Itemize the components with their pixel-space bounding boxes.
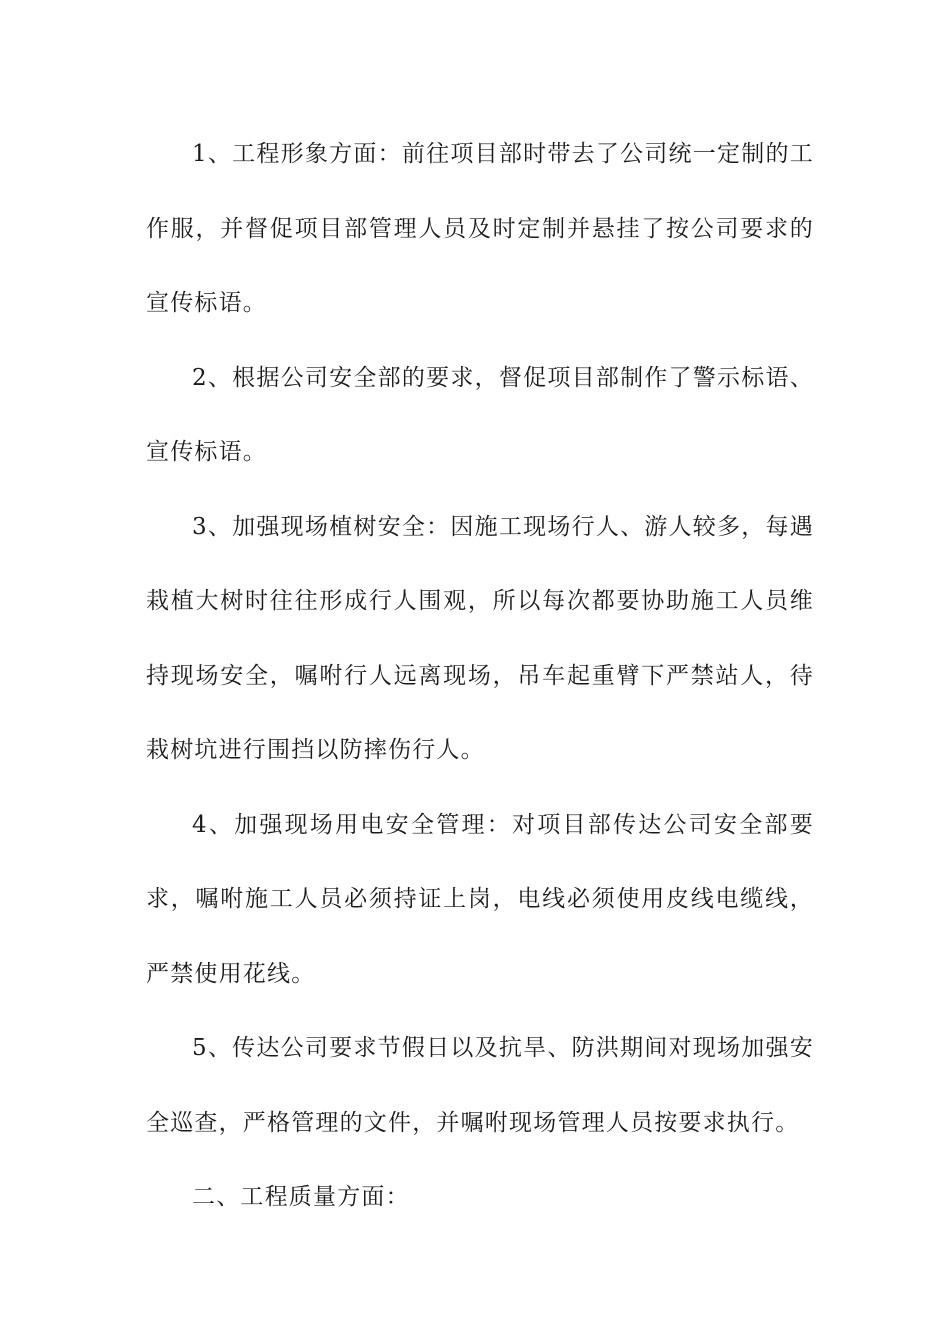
paragraph-2: 2、根据公司安全部的要求，督促项目部制作了警示标语、宣传标语。 xyxy=(146,364,814,465)
paragraph-3: 3、加强现场植树安全：因施工现场行人、游人较多，每遇栽植大树时往往形成行人围观，所以每次都要协助施工人员维持现场安全，嘱咐行人远离现场，吊车起重臂下严禁站人，待栽树坑进行围挡以防摔伤行人。 xyxy=(146,513,814,763)
paragraph-1: 1、工程形象方面：前往项目部时带去了公司统一定制的工作服，并督促项目部管理人员及时定制并悬挂了按公司要求的宣传标语。 xyxy=(146,141,814,316)
document-body xyxy=(146,117,814,1235)
section-heading: 二、工程质量方面： xyxy=(192,1184,410,1210)
paragraph-4: 4、加强现场用电安全管理：对项目部传达公司安全部要求，嘱咐施工人员必须持证上岗，电线必须使用皮线电缆线，严禁使用花线。 xyxy=(146,811,814,987)
paragraph-5: 5、传达公司要求节假日以及抗旱、防洪期间对现场加强安全巡查，严格管理的文件，并嘱咐现场管理人员按要求执行。 xyxy=(146,1035,814,1136)
